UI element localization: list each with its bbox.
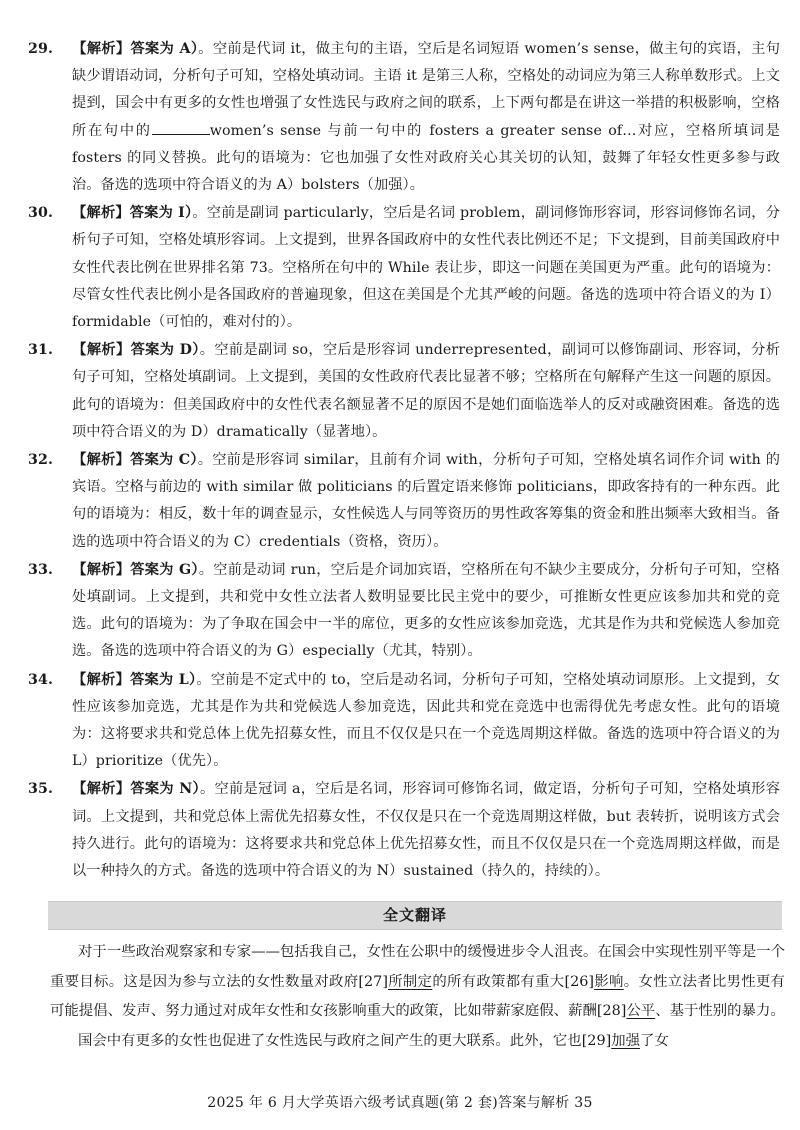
answer-label: 【解析】答案为 D） bbox=[72, 342, 200, 359]
section-banner bbox=[48, 901, 782, 930]
answer-underlined-28: 公平 bbox=[626, 1003, 656, 1019]
explanation-text: 。空前是副词 particularly，空后是名词 problem，副词修饰形容词，形容词修饰名词，分析句子可知，空格处填形容词。上文提到，世界各国政府中的女性代表比例还不足；下文提到，目前美国政府中女性代表比例在世界排名第 73。空格所在句中的 While 表让步，即这一问题在美国更为严重。此句的语境为：尽管女性代表比例小是各国政府的普遍现象，但这在美国是个尤其严峻的问题。备选的选项中符合语义的为 I）formidable（可怕的，难对付的）。 bbox=[72, 205, 780, 331]
answer-label: 【解析】答案为 G） bbox=[72, 561, 199, 578]
explanation-text: 。空前是动词 run，空后是介词加宾语，空格所在句不缺少主要成分，分析句子可知，空格处填副词。上文提到，共和党中女性立法者人数明显要比民主党中的要少，可推断女性更应该参加共和党的竞选。此句的语境为：为了争取在国会中一半的席位，更多的女性应该参加竞选，尤其是作为共和党候选人参加竞选。备选的选项中符合语义的为 G）especially（尤其，特别）。 bbox=[72, 561, 780, 660]
explanation-33 bbox=[28, 557, 780, 666]
answer-explanations bbox=[28, 36, 780, 886]
explanation-34 bbox=[28, 667, 780, 776]
translation-paragraph-2 bbox=[50, 1027, 785, 1057]
translation-text: 了女 bbox=[640, 1032, 669, 1049]
explanation-30 bbox=[28, 200, 780, 336]
translation-text: 、基于性别的暴力。 bbox=[655, 1003, 785, 1019]
translation-text: 对于一些政治观察家和专家——包括我自己，女性在公职中的缓慢进步令人沮丧。在国会中实现性别平等是一个重要目标。这是因为参与立法的女性数量对政府 bbox=[50, 944, 785, 990]
item-number: 30. bbox=[28, 205, 53, 222]
explanation-32 bbox=[28, 447, 780, 556]
translation-paragraph-1 bbox=[50, 938, 785, 1027]
blank-ref-29: [29] bbox=[581, 1032, 612, 1049]
explanation-text: 。空前是不定式中的 to，空后是动名词，分析句子可知，空格处填动词原形。上文提到，女性应该参加竞选，尤其是作为共和党候选人参加竞选，因此共和党在竞选中也需得优先考虑女性。此句的语境为：这将要求共和党总体上优先招募女性，而且不仅仅是只在一个竞选周期这样做。备选的选项中符合语义的为 L）prioritize（优先）。 bbox=[72, 671, 780, 770]
item-number: 33. bbox=[28, 561, 53, 578]
explanation-text: 。空前是代词 it，做主句的主语，空后是名词短语 women’s sense，做主句的宾语，主句缺少谓语动词，分析句子可知，空格处填动词。主语 it 是第三人称，空格处的动词应为第三人称单数形式。上文提到，国会中有更多的女性也增强了女性选民与政府之间的联系，上下两句都是在讲这一举措的积极影响，空格所在句中的 bbox=[72, 41, 780, 139]
answer-label: 【解析】答案为 A） bbox=[72, 41, 199, 57]
blank-ref-26: [26] bbox=[564, 973, 595, 990]
explanation-31 bbox=[28, 337, 780, 446]
explanation-text: 。空前是形容词 similar，且前有介词 with，分析句子可知，空格处填名词作介词 with 的宾语。空格与前边的 with similar 做 politicians 的后置定语来修饰 politicians，即政客持有的一种东西。此句的语境为：相反，数十年的调查显示，女性候选人与同等资历的男性政客筹集的资金和胜出频率大致相当。备选的选项中符合语义的为 C）credentials（资格，资历）。 bbox=[72, 452, 780, 550]
answer-underlined-26: 影响 bbox=[594, 973, 624, 990]
answer-label: 【解析】答案为 L） bbox=[72, 671, 197, 688]
answer-label: 【解析】答案为 C） bbox=[72, 452, 198, 469]
explanation-35 bbox=[28, 776, 780, 885]
explanation-text: 。空前是副词 so，空后是形容词 underrepresented，副词可以修饰副词、形容词，分析句子可知，空格处填副词。上文提到，美国的女性政府代表比显著不够；空格所在句解释产生这一问题的原因。此句的语境为：但美国政府中的女性代表名额显著不足的原因不是她们面临选举人的反对或融资困难。备选的选项中符合语义的为 D）dramatically（显著地）。 bbox=[72, 342, 780, 440]
explanation-text-cont: women’s sense 与前一句中的 fosters a greater sense of…对应，空格所填词是 fosters 的同义替换。此句的语境为：它也加强了女性对政府关心其关切的认知，鼓舞了年轻女性更多参与政治。备选的选项中符合语义的为 A）bolsters（加强）。 bbox=[72, 122, 780, 194]
explanation-text: 。空前是冠词 a，空后是名词，形容词可修饰名词，做定语，分析句子可知，空格处填形容词。上文提到，共和党总体上需优先招募女性，不仅仅是只在一个竞选周期这样做，but 表转折，说明该方式会持久进行。此句的语境为：这将要求共和党总体上优先招募女性，而且不仅仅是只在一个竞选周期这样做，而是以一种持久的方式。备选的选项中符合语义的为 N）sustained（持久的，持续的）。 bbox=[72, 781, 780, 880]
item-number: 35. bbox=[28, 781, 53, 798]
translation-text: 。女性立法者比男性更有可能提倡、发声、努力通过对成年女性和女孩影响重大的政策，比如带薪家庭假、薪酬 bbox=[50, 973, 785, 1019]
page-footer: 2025 年 6 月大学英语六级考试真题(第 2 套)答案与解析 35 bbox=[207, 1095, 593, 1111]
translation-text: 的所有政策都有重大 bbox=[432, 973, 565, 990]
blank-ref-27: [27] bbox=[358, 973, 388, 990]
item-number: 32. bbox=[28, 452, 53, 469]
blank-ref-28: [28] bbox=[596, 1003, 627, 1019]
translation-text: 国会中有更多的女性也促进了女性选民与政府之间产生的更大联系。此外，它也 bbox=[78, 1032, 582, 1049]
blank-line bbox=[152, 122, 210, 135]
item-number: 29. bbox=[28, 41, 53, 57]
section-title: 全文翻译 bbox=[382, 906, 447, 924]
answer-underlined-29: 加强 bbox=[611, 1032, 641, 1049]
answer-underlined-27: 所制定 bbox=[387, 973, 433, 990]
answer-label: 【解析】答案为 N） bbox=[72, 781, 200, 798]
translation-section bbox=[50, 938, 785, 1056]
item-number: 31. bbox=[28, 342, 53, 359]
answer-label: 【解析】答案为 I） bbox=[72, 205, 193, 222]
explanation-29 bbox=[28, 36, 780, 199]
item-number: 34. bbox=[28, 671, 53, 688]
